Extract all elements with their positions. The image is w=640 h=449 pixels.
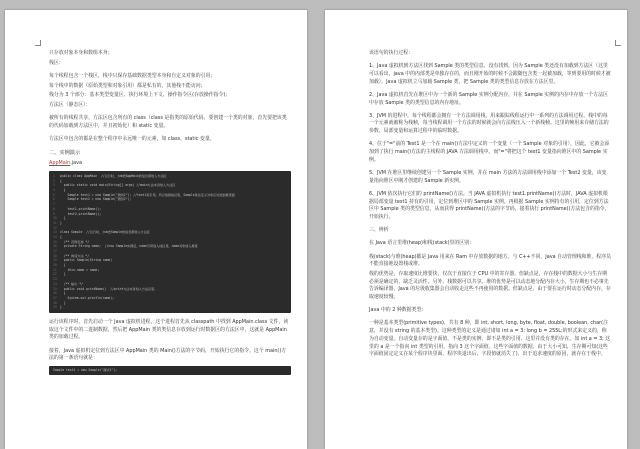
paragraph: 3、JVM 的进程中，每个线程都会拥有一个方法调用栈，用来跟踪线程运行中一系列的方法调用过程，栈中的每一个元素就被称为栈帧，每当线程调用一个方法的时候就会向方法栈压入一个新栈帧。这里的帧用来存储方法的参数、局部变量和运算过程中的临时数据。 <box>369 112 609 135</box>
line-number: 21 <box>53 267 57 272</box>
line-number: 10 <box>53 216 57 221</box>
code-text: { <box>60 188 66 193</box>
code-text: test2.printName(); <box>60 211 101 216</box>
code-text: { <box>60 178 62 183</box>
line-number: 6 <box>53 197 55 202</box>
code-text: public void printName() //print方法本身放入方法区里。 <box>60 286 158 291</box>
line-number: 9 <box>53 211 55 216</box>
code-text: this.name = name; <box>60 267 100 272</box>
line-number: 15 <box>53 239 57 244</box>
line-number: 2 <box>53 178 55 183</box>
paragraph: 每个栈中的数据（原始类型和对象引用）都是私有的，其他栈不能访问； <box>49 82 206 89</box>
code-text: Sample test2 = new Sample("测试2"); <box>60 197 132 202</box>
line-number: 20 <box>53 263 57 268</box>
code-text: { <box>60 291 66 296</box>
line-number: 8 <box>53 206 55 211</box>
paragraph: 只存放对象本身和数组本身； <box>49 50 113 56</box>
paragraph: 方法区（静态区）： <box>49 102 91 109</box>
code-text: System.out.println(name); <box>60 295 115 300</box>
code-line <box>53 305 287 310</box>
code-text: public class AppMain //运行时，jvm把AppMain的信息都放入方法区 <box>60 174 167 179</box>
paragraph: 5、JVM 在堆区里继续创建另一个 Sample 实例，并在 main 方法的方法调用栈中添加一个 Test2 变量，该变量指向堆区中刚才创建的 Sample 新实例。 <box>369 169 607 184</box>
code-text: } <box>60 216 66 221</box>
code-text: /** 构造方法 */ <box>60 253 90 258</box>
paragraph: Java 中的 2 种数据类型： <box>369 307 427 314</box>
paragraph: 栈(stack)与堆(heap)都是 Java 用来在 Ram 中存放数据的地方。与 C++不同，Java 自动管理栈和堆，程序员不能直接地设置栈或堆。 <box>369 253 611 268</box>
line-number: 14 <box>53 234 57 239</box>
code-text: test1.printName(); <box>60 206 101 211</box>
file-name <box>49 160 291 168</box>
paragraph: 三、辨析 <box>369 227 389 234</box>
line-number: 22 <box>53 272 57 277</box>
line-number: 26 <box>53 291 57 296</box>
code-line: Sample test1 = new Sample("测试1"); <box>53 367 117 372</box>
code-text: class Sample //运行时，jvm把Sample的信息都放入方法区 <box>60 230 150 235</box>
code-text: public Sample(String name) <box>60 258 113 263</box>
code-text: public static void main(String[] args) //main方法本身放入方法区 <box>60 183 176 188</box>
paragraph: 4、位于"="前的 Test1 是一个在 main()方法中定义的一个变量（一个 Sample 对象的引用），因此，它被会添加到了执行 main()方法的主线程的 JAVA 方法调用栈中。而"="将把这个 test1 变量指向堆区中的 Sample 实例。 <box>369 141 610 163</box>
line-number: 16 <box>53 244 57 249</box>
line-number: 19 <box>53 258 57 263</box>
paragraph: 6、JVM 依次执行它们的 printName()方法。当 JAVA 虚拟机执行 test1.printName()方法时，JAVA 虚拟机根据局部变量 test1 持有的引用，定位到堆区中的 Sample 实例，再根据 Sample 实例持有的引用，定位到方法区中 Sample 类的类型信息，从而获得 printName()方法的字节码，接着执行 printName()方法包含的指令，开始执行。 <box>369 190 610 220</box>
code-text: Sample test1 = new Sample("测试1"); //test1是引用，所以放到栈区里，Sample是自定义对象应该放到堆里面 <box>60 192 235 197</box>
code-text: /** 输出 */ <box>60 281 83 286</box>
section-heading: 二、实例演示 <box>49 150 81 157</box>
line-number: 18 <box>53 253 57 258</box>
code-text: } <box>60 305 62 310</box>
line-number: 25 <box>53 286 57 291</box>
code-text: private String name; //new Sample实例后，name引用放入栈区里，name对象放入堆里 <box>60 244 198 249</box>
code-text: } <box>60 272 66 277</box>
code-block-small <box>49 366 291 375</box>
line-number: 12 <box>53 225 57 230</box>
paragraph: 在 Java 语言里堆(heap)和栈(stack)里的区别： <box>369 240 474 247</box>
paragraph: 栈的优势是，存取速度比堆要快，仅次于直接位于 CPU 中的寄存器。但缺点是，存在栈中的数据大小与生存期必须是确定的，缺乏灵活性。另外，栈数据可以共享。堆的优势是可以动态地分配内存大小，生存期也不必事先告诉编译器，Java 的垃圾收集器会自动收走这些不再使用的数据。但缺点是，由于要在运行时动态分配内存，存取速度较慢。 <box>369 270 611 301</box>
paragraph: 1、Java 虚拟机到方法区找到 Sample 类的类型信息，没有找到，因为 Sample 类还没有加载到方法区（这里可以看出，java 中的内部类是单独存在的，而且刚开始的时候不会跟随包含类一起被加载，等到要用的时候才被加载）。Java 虚拟机立马加载 Sample 类，把 Sample 类的类型信息存放在方法区里。 <box>369 63 611 85</box>
paragraph: 栈分为 3 个部分：基本类型变量区、执行环境上下文、操作指令区(存放操作指令)； <box>49 92 231 99</box>
paragraph: 一种是基本类型(primitive types)，共有 8 种，即 int, short, long, byte, float, double, boolean, char(注意，并没有 string 的基本类型)。这种类型的定义是通过诸如 int a = 3; long b = 255L;的形式来定义的，称为自动变量。自动变量存的是字面值，不是类的实例，即不是类的引用，这里并没有类的存在。如 int a = 3; 这里的 a 是一个指向 int 类型的引用，指向 3 这个字面值。这些字面值的数据，由于大小可知，生存期可知(这些字面值固定定义在某个程序块里面，程序块退出后，字段值就消失了)，出于追求速度的原因，就存在于栈中。 <box>369 320 611 358</box>
paragraph: 每个线程包含一个栈区，栈中只保存基础数据类型本身和自定义对象的引用； <box>49 72 216 79</box>
paragraph: 被所有的线程共享，方法区包含所有的 class（class 是指类的原始代码，要创建一个类的对象，首先要把该类的代码加载到方法区中，并且初始化）和 static 变量。 <box>49 115 287 129</box>
paragraph: 方法区中包含的都是在整个程序中永远唯一的元素，如 class、static 变量。 <box>49 136 215 143</box>
line-number: 13 <box>53 230 57 235</box>
paragraph: 接着，Java 虚拟机定位到方法区中 AppMain 类的 Main()方法的字节码，开始执行它的指令。这个 main()方法的第一条语句就是： <box>49 347 287 362</box>
code-text: } <box>60 300 66 305</box>
line-number: 5 <box>53 192 55 197</box>
line-number: 7 <box>53 202 55 207</box>
code-text: /** 范例名称 */ <box>60 239 90 244</box>
line-number: 1 <box>53 174 55 179</box>
line-number: 3 <box>53 183 55 188</box>
page-content <box>369 50 611 361</box>
line-number: 4 <box>53 188 55 193</box>
document-page-right <box>325 10 627 449</box>
page-content <box>49 50 291 380</box>
paragraph: 该语句的执行过程： <box>369 50 414 56</box>
line-number: 29 <box>53 305 57 310</box>
code-text: { <box>60 263 66 268</box>
paragraph: 栈区： <box>49 59 64 66</box>
line-number: 11 <box>53 220 57 225</box>
page-corner-mark <box>615 40 621 46</box>
file-name-link[interactable]: AppMain <box>49 160 71 167</box>
paragraph: 运行该程序时，首先启动一个 Java 虚拟机进程，这个进程首先从 classpath 中找到 AppMain.class 文件，读取这个文件中的二进制数据，然后把 AppMain 类的类信息存放到运行时数据区的方法区中，这就是 AppMain 类的加载过程。 <box>49 318 289 341</box>
line-number: 28 <box>53 300 57 305</box>
code-text: { <box>60 234 62 239</box>
document-page-left <box>5 10 307 449</box>
page-corner-mark <box>35 40 41 46</box>
paragraph: 2、Java 虚拟机首先在堆区中为一个新的 Sample 实例分配内存，并在 Sample 实例的内存中存放一个方法区中存放 Sample 类的类型信息的内存地址。 <box>369 91 608 106</box>
code-text: } <box>60 220 62 225</box>
line-number: 23 <box>53 277 57 282</box>
code-block <box>49 171 291 313</box>
line-number: 24 <box>53 281 57 286</box>
line-number: 27 <box>53 295 57 300</box>
file-extension: .java <box>70 160 83 167</box>
line-number: 17 <box>53 249 57 254</box>
